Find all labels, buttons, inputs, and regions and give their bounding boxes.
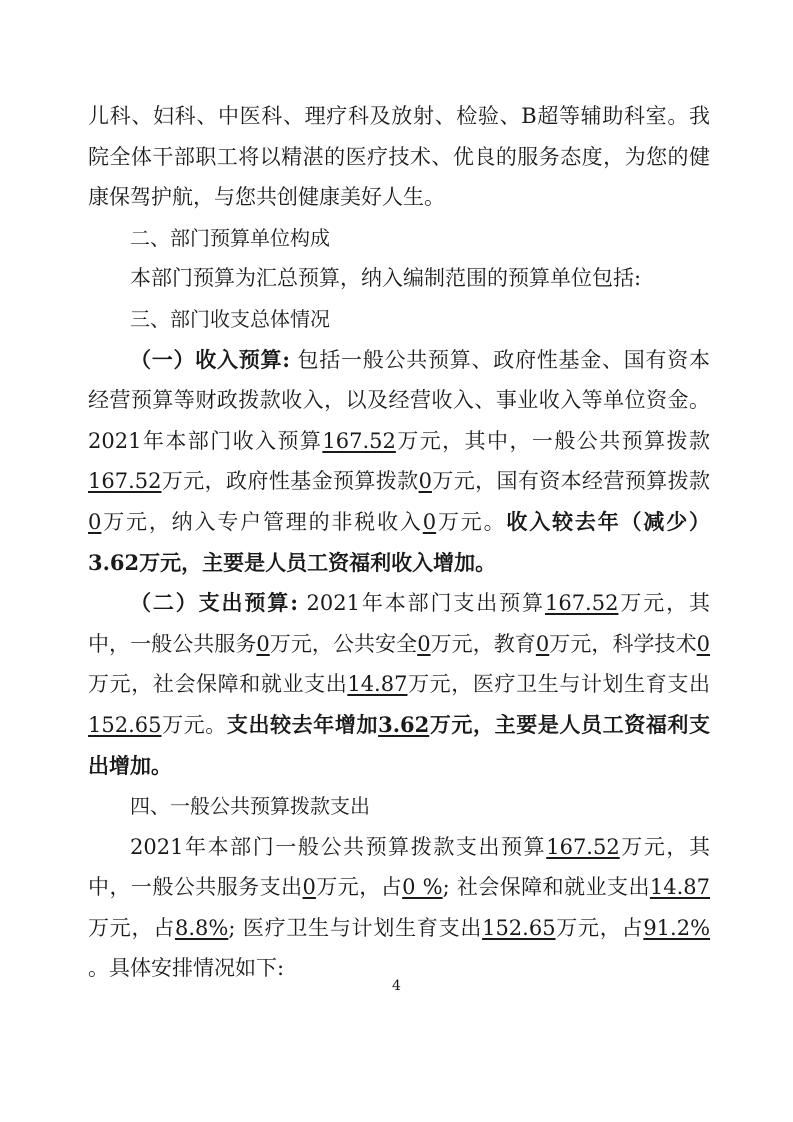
- text-span: 万元，科学技术: [549, 631, 697, 656]
- subheading-income: （一）收入预算:: [130, 346, 291, 372]
- text-span: 万元，社会保障和就业支出: [88, 672, 348, 697]
- text-span: 万元，纳入专户管理的非税收入: [101, 509, 423, 534]
- page-number: 4: [392, 978, 401, 994]
- non-tax-income-value: 0: [422, 509, 437, 534]
- text-span: 万元，政府性基金预算拨款: [161, 469, 419, 494]
- expense-change-note: 支出较去年增加: [226, 711, 379, 737]
- text-span: 2021年本部门支出预算: [297, 591, 545, 616]
- text-span: 万元，国有资本经营预算拨款: [431, 469, 711, 494]
- gov-fund-value: 0: [418, 469, 432, 494]
- text-span: 万元，其中，一般公共服务: [88, 591, 711, 656]
- text-span: ; 医疗卫生与计划生育支出: [228, 915, 483, 940]
- paragraph-budget-units: 本部门预算为汇总预算，纳入编制范围的预算单位包括:: [130, 266, 642, 291]
- social-security-value: 14.87: [347, 672, 408, 697]
- text-span: 万元，其中，一般公共预算拨款: [395, 428, 710, 453]
- text-span: 万元，医疗卫生与计划生育支出: [407, 672, 711, 697]
- income-total-value: 167.52: [322, 428, 396, 453]
- public-service-expense-value: 0: [302, 875, 316, 900]
- section-heading-budget-units: 二、部门预算单位构成: [130, 225, 330, 250]
- science-tech-value: 0: [696, 631, 711, 656]
- social-security-expense-value: 14.87: [649, 875, 711, 900]
- expense-change-value: 3.62: [378, 711, 430, 737]
- paragraph-text: 儿科、妇科、中医科、理疗科及放射、检验、B超等辅助科室。我院全体干部职工将以精湛的医疗技术、优良的服务态度，为您的健康保驾护航，与您共创健康美好人生。: [88, 104, 710, 210]
- text-span: 万元，公共安全: [269, 631, 418, 656]
- text-span: 。具体安排情况如下:: [88, 956, 285, 981]
- state-capital-value: 0: [88, 509, 102, 534]
- text-span: 万元，占: [555, 915, 644, 940]
- healthcare-expense-value: 152.65: [482, 915, 556, 940]
- general-expense-total-value: 167.52: [546, 834, 620, 859]
- paragraph-expense-budget: [88, 583, 710, 786]
- paragraph-hospital-intro: [88, 96, 710, 218]
- general-budget-value: 167.52: [88, 469, 162, 494]
- section-heading-income-expense: 三、部门收支总体情况: [130, 306, 330, 331]
- subheading-expense: （二）支出预算:: [130, 590, 298, 616]
- text-span: 万元。: [436, 509, 507, 534]
- paragraph-income-budget: [88, 340, 710, 584]
- healthcare-value: 152.65: [88, 712, 162, 737]
- text-span: 万元，其中，一般公共服务支出: [88, 834, 711, 900]
- text-span: 万元，教育: [430, 631, 536, 656]
- text-span: 万元，占: [88, 915, 175, 940]
- public-service-share: 0 %: [402, 875, 443, 900]
- expense-total-value: 167.52: [544, 591, 619, 616]
- text-span: ; 社会保障和就业支出: [442, 875, 650, 900]
- text-span: 包括一般公共预算、政府性基金、国有资本经营预算等财政拨款收入，以及经营收入、事业收入等单位资金。2021年本部门收入预算: [88, 347, 710, 453]
- text-span: 万元。: [161, 712, 227, 737]
- income-change-note: 收入较去年（减少）3.62万元，主要是人员工资福利收入增加。: [88, 508, 711, 575]
- paragraph-general-budget-expense: [88, 827, 710, 989]
- text-span: 2021年本部门一般公共预算拨款支出预算: [130, 834, 547, 859]
- education-value: 0: [535, 631, 550, 656]
- expense-change-reason: 万元，主要是人员工资福利支出增加。: [88, 711, 711, 778]
- healthcare-share: 91.2%: [643, 915, 711, 940]
- section-heading-general-budget: 四、一般公共预算拨款支出: [130, 794, 370, 819]
- public-security-value: 0: [417, 631, 431, 656]
- text-span: 万元，占: [315, 875, 403, 900]
- document-body: [88, 96, 710, 989]
- public-service-value: 0: [256, 631, 270, 656]
- social-security-share: 8.8%: [175, 915, 229, 940]
